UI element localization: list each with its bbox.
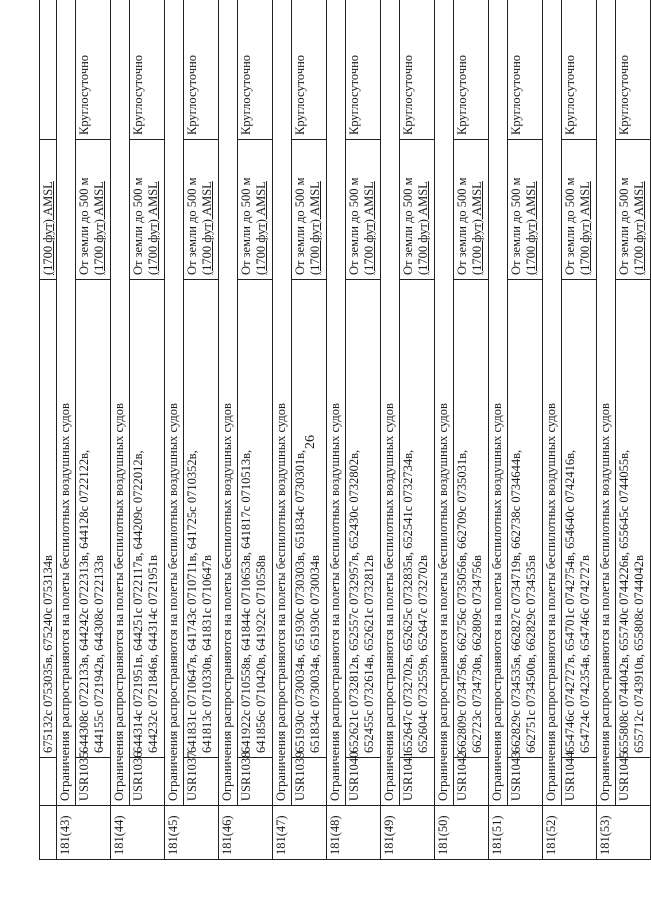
restriction-row bbox=[435, 0, 454, 860]
coords-line-1: 655808с 0744042в, 655740с 0744226в, 655645с 0744055в, bbox=[617, 449, 632, 753]
restriction-text: Ограничения распространяются на полеты беспилотных воздушных судов bbox=[381, 0, 400, 806]
zone-id: USR1035 bbox=[76, 758, 111, 806]
coords-line-2: 651834с 0730034в, 651930с 0730034в bbox=[307, 555, 322, 753]
zone-altitude bbox=[292, 140, 327, 280]
altitude-line-2: (1700 фут) AMSL bbox=[577, 181, 592, 275]
zone-coords bbox=[76, 280, 111, 758]
coords-line-1: 641831с 0710647в, 641743с 0710711в, 641725с 0710352в, bbox=[185, 450, 200, 753]
restricted-areas-table bbox=[39, 0, 651, 860]
zone-time: Круглосуточно bbox=[562, 0, 597, 140]
altitude-line-1: От земли до 500 м bbox=[77, 177, 92, 275]
zone-coords bbox=[616, 280, 651, 758]
zone-id: USR1040 bbox=[346, 758, 381, 806]
zone-number: 181(51) bbox=[489, 806, 543, 860]
restriction-row bbox=[327, 0, 346, 860]
altitude-line-2: (1700 фут) AMSL bbox=[361, 181, 376, 275]
coords-line-2: 644155с 0721942в, 644308с 0722133в bbox=[91, 555, 106, 753]
zone-time: Круглосуточно bbox=[346, 0, 381, 140]
restriction-row bbox=[273, 0, 292, 860]
altitude-line-1: От земли до 500 м bbox=[185, 177, 200, 275]
altitude-line-2: (1700 фут) AMSL bbox=[469, 181, 484, 275]
zone-number: 181(53) bbox=[597, 806, 651, 860]
zone-id: USR1043 bbox=[508, 758, 543, 806]
coords-cell: 675132с 0753035в, 675240с 0753134в bbox=[40, 280, 57, 758]
coords-line-1: 652621с 0732812в, 652557с 0732957в, 652430с 0732802в, bbox=[347, 449, 362, 753]
restriction-text: Ограничения распространяются на полеты беспилотных воздушных судов bbox=[489, 0, 508, 806]
restriction-text: Ограничения распространяются на полеты беспилотных воздушных судов bbox=[435, 0, 454, 806]
altitude-line-2: (1700 фут) AMSL bbox=[199, 181, 214, 275]
altitude-line-2: (1700 фут) AMSL bbox=[523, 181, 538, 275]
zone-id: USR1037 bbox=[184, 758, 219, 806]
restriction-row bbox=[597, 0, 616, 860]
zone-time: Круглосуточно bbox=[400, 0, 435, 140]
coords-line-1: 652647с 0732702в, 652625с 0732835в, 652541с 0732734в, bbox=[401, 449, 416, 753]
zone-coords bbox=[346, 280, 381, 758]
zone-coords bbox=[508, 280, 543, 758]
zone-altitude bbox=[238, 140, 273, 280]
altitude-line-2: (1700 фут) AMSL bbox=[415, 181, 430, 275]
altitude-line-2: (1700 фут) AMSL bbox=[145, 181, 160, 275]
zone-number: 181(50) bbox=[435, 806, 489, 860]
altitude-line-1: От земли до 500 м bbox=[455, 177, 470, 275]
altitude-line-2: (1700 фут) AMSL bbox=[253, 181, 268, 275]
altitude-line-1: От земли до 500 м bbox=[293, 177, 308, 275]
zone-id: USR1044 bbox=[562, 758, 597, 806]
zone-row bbox=[292, 0, 327, 860]
altitude-line-2: (1700 фут) AMSL bbox=[631, 181, 646, 275]
zone-row bbox=[562, 0, 597, 860]
coords-line-2: 644232с 0721846в, 644314с 0721951в bbox=[145, 555, 160, 753]
zone-time: Круглосуточно bbox=[184, 0, 219, 140]
altitude-line-1: От земли до 500 м bbox=[401, 177, 416, 275]
zone-time: Круглосуточно bbox=[292, 0, 327, 140]
zone-time: Круглосуточно bbox=[454, 0, 489, 140]
page-number: 26 bbox=[303, 435, 318, 449]
zone-id: USR1042 bbox=[454, 758, 489, 806]
altitude-line-1: От земли до 500 м bbox=[617, 177, 632, 275]
zone-number: 181(44) bbox=[111, 806, 165, 860]
restriction-text: Ограничения распространяются на полеты беспилотных воздушных судов bbox=[111, 0, 130, 806]
zone-altitude bbox=[184, 140, 219, 280]
num-cell bbox=[40, 806, 57, 860]
zone-time: Круглосуточно bbox=[76, 0, 111, 140]
restriction-text: Ограничения распространяются на полеты беспилотных воздушных судов bbox=[219, 0, 238, 806]
coords-line-1: 651930с 0730034в, 651930с 0730303в, 651834с 0730301в, bbox=[293, 449, 308, 753]
zone-row bbox=[508, 0, 543, 860]
zone-altitude bbox=[562, 140, 597, 280]
zone-coords bbox=[292, 280, 327, 758]
zone-time: Круглосуточно bbox=[238, 0, 273, 140]
zone-id: USR1036 bbox=[130, 758, 165, 806]
altitude-line-2: (1700 фут) AMSL bbox=[91, 181, 106, 275]
restriction-row bbox=[489, 0, 508, 860]
coords-line-2: 641856с 0710420в, 641922с 0710558в bbox=[253, 555, 268, 753]
zone-row bbox=[454, 0, 489, 860]
zone-coords bbox=[400, 280, 435, 758]
zone-coords bbox=[454, 280, 489, 758]
zone-id: USR1038 bbox=[238, 758, 273, 806]
coords-line-1: 654746с 0742727в, 654701с 0742754в, 654640с 0742416в, bbox=[563, 449, 578, 753]
altitude-line-1: От земли до 500 м bbox=[509, 177, 524, 275]
zone-number: 181(46) bbox=[219, 806, 273, 860]
altitude-line-1: От земли до 500 м bbox=[563, 177, 578, 275]
coords-line-1: 662809с 0734756в, 662756с 0735056в, 662709с 0735031в, bbox=[455, 449, 470, 753]
time-cell bbox=[40, 0, 57, 140]
zone-time: Круглосуточно bbox=[130, 0, 165, 140]
zone-altitude bbox=[76, 140, 111, 280]
zone-row bbox=[616, 0, 651, 860]
restriction-row bbox=[57, 0, 76, 860]
zone-id: USR1045 bbox=[616, 758, 651, 806]
zone-coords bbox=[562, 280, 597, 758]
zone-altitude bbox=[454, 140, 489, 280]
zone-coords bbox=[184, 280, 219, 758]
coords-line-1: 662829с 0734535в, 662827с 0734719в, 662738с 0734644в, bbox=[509, 449, 524, 753]
coords-line-1: 641922с 0710558в, 641844с 0710653в, 641817с 0710513в, bbox=[239, 449, 254, 753]
coords-line-1: 644314с 0721951в, 644251с 0722117в, 644209с 0722012в, bbox=[131, 450, 146, 753]
restriction-text: Ограничения распространяются на полеты беспилотных воздушных судов bbox=[597, 0, 616, 806]
zone-row bbox=[346, 0, 381, 860]
restriction-row bbox=[219, 0, 238, 860]
zone-number: 181(45) bbox=[165, 806, 219, 860]
zone-time: Круглосуточно bbox=[508, 0, 543, 140]
coords-line-2: 654724с 0742354в, 654746с 0742727в bbox=[577, 555, 592, 753]
zone-altitude bbox=[346, 140, 381, 280]
zone-row bbox=[238, 0, 273, 860]
restriction-row bbox=[543, 0, 562, 860]
zone-row bbox=[184, 0, 219, 860]
zone-number: 181(48) bbox=[327, 806, 381, 860]
zone-coords bbox=[130, 280, 165, 758]
zone-id: USR1041 bbox=[400, 758, 435, 806]
zone-number: 181(47) bbox=[273, 806, 327, 860]
altitude-line-2: (1700 фут) AMSL bbox=[307, 181, 322, 275]
altitude-line-1: От земли до 500 м bbox=[239, 177, 254, 275]
restriction-text: Ограничения распространяются на полеты беспилотных воздушных судов bbox=[327, 0, 346, 806]
restriction-row bbox=[111, 0, 130, 860]
coords-line-2: 652604с 0732559в, 652647с 0732702в bbox=[415, 555, 430, 753]
zone-altitude bbox=[130, 140, 165, 280]
zone-altitude bbox=[400, 140, 435, 280]
altitude-line: (1700 фут) AMSL bbox=[41, 181, 55, 275]
restriction-text: Ограничения распространяются на полеты беспилотных воздушных судов bbox=[165, 0, 184, 806]
table-row-continuation bbox=[40, 0, 57, 860]
zone-number: 181(52) bbox=[543, 806, 597, 860]
coords-line-2: 662723с 0734730в, 662809с 0734756в bbox=[469, 555, 484, 753]
zone-row bbox=[400, 0, 435, 860]
zone-row bbox=[76, 0, 111, 860]
zone-altitude bbox=[508, 140, 543, 280]
zone-altitude bbox=[616, 140, 651, 280]
coords-line-2: 641813с 0710330в, 641831с 0710647в bbox=[199, 555, 214, 753]
zone-coords bbox=[238, 280, 273, 758]
id-cell bbox=[40, 758, 57, 806]
altitude-cell bbox=[40, 140, 57, 280]
restriction-row bbox=[165, 0, 184, 860]
restriction-row bbox=[381, 0, 400, 860]
zone-number: 181(43) bbox=[57, 806, 111, 860]
coords-line-2: 655712с 0743910в, 655808с 0744042в bbox=[631, 555, 646, 753]
restriction-text: Ограничения распространяются на полеты беспилотных воздушных судов bbox=[543, 0, 562, 806]
coords-line-1: 644308с 0722133в, 644242с 0722313в, 644128с 0722122в, bbox=[77, 449, 92, 753]
restriction-text: Ограничения распространяются на полеты беспилотных воздушных судов bbox=[57, 0, 76, 806]
zone-time: Круглосуточно bbox=[616, 0, 651, 140]
rotated-table-container bbox=[39, 0, 646, 860]
zone-number: 181(49) bbox=[381, 806, 435, 860]
zone-row bbox=[130, 0, 165, 860]
restriction-text: Ограничения распространяются на полеты беспилотных воздушных судов bbox=[273, 0, 292, 806]
altitude-line-1: От земли до 500 м bbox=[131, 177, 146, 275]
zone-id: USR1039 bbox=[292, 758, 327, 806]
altitude-line-1: От земли до 500 м bbox=[347, 177, 362, 275]
coords-line-2: 652455с 0732614в, 652621с 0732812в bbox=[361, 555, 376, 753]
coords-line-2: 662751с 0734500в, 662829с 0734535в bbox=[523, 555, 538, 753]
